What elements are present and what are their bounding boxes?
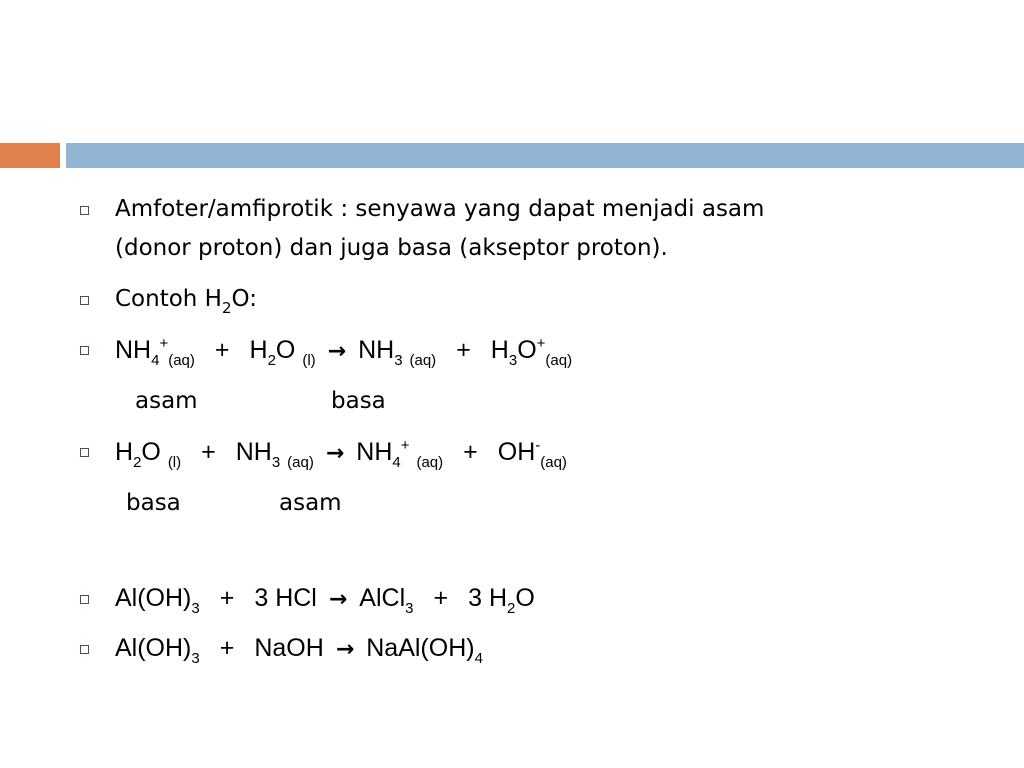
plus-sign: + [214,336,230,364]
plus-sign: + [219,634,235,662]
hydrochloric-acid-formula: 3 HCl [254,584,317,612]
plus-sign: + [463,438,478,466]
plus-sign: + [219,584,235,612]
reaction-1-equation [115,335,572,369]
aluminium-hydroxide-formula: $Al(OH)_3$ [115,584,200,617]
sodium-hydroxide-formula: NaOH [254,634,324,662]
definition-line-2: (donor proton) dan juga basa (akseptor proton). [115,235,668,261]
aluminium-hydroxide-formula: $Al(OH)_3$ [115,634,200,667]
right-arrow-icon: → [335,637,355,662]
ammonia-formula: $NH_3$ $_{(aq)}$ [235,438,314,471]
reaction-2-label-base: basa [126,490,181,516]
ammonium-formula: $NH_4^+$ $_{(aq)}$ [356,437,444,471]
reaction-1-label-acid: asam [135,388,198,414]
water-formula: $H_2O$ $_{(l)}$ [249,336,316,369]
title-accent-bar-blue [66,143,1024,168]
hollow-square-bullet-icon [80,595,89,604]
ammonium-formula: $NH_4^+_{(aq)}$ [115,335,195,369]
hollow-square-bullet-icon [80,346,89,355]
hollow-square-bullet-icon [80,296,89,305]
right-arrow-icon: → [327,339,347,364]
hollow-square-bullet-icon [80,645,89,654]
reaction-2-label-acid: asam [279,490,342,516]
definition-line-1: Amfoter/amfiprotik : senyawa yang dapat menjadi asam [115,196,765,222]
reaction-4-equation [115,633,483,665]
hydroxide-formula: $OH^-_{(aq)}$ [497,437,567,471]
hydronium-formula: $H_3O^+_{(aq)}$ [490,335,573,369]
hollow-square-bullet-icon [80,206,89,215]
plus-sign: + [201,438,216,466]
plus-sign: + [456,336,471,364]
water-formula: 3 $H_2O$ [468,584,535,617]
hollow-square-bullet-icon [80,448,89,457]
title-accent-bar-orange [0,143,60,168]
right-arrow-icon: → [325,441,345,466]
reaction-2-equation [115,437,567,471]
example-heading: Contoh $H_2O$: [115,286,257,317]
ammonia-formula: $NH_3$ $_{(aq)}$ [358,336,437,369]
plus-sign: + [433,584,449,612]
sodium-aluminate-formula: $NaAl(OH)_4$ [366,634,483,667]
aluminium-chloride-formula: AlCl$_3$ [359,584,414,617]
reaction-3-equation [115,583,535,615]
water-formula: $H_2O$ $_{(l)}$ [115,438,182,471]
right-arrow-icon: → [328,587,348,612]
reaction-1-label-base: basa [331,388,386,414]
